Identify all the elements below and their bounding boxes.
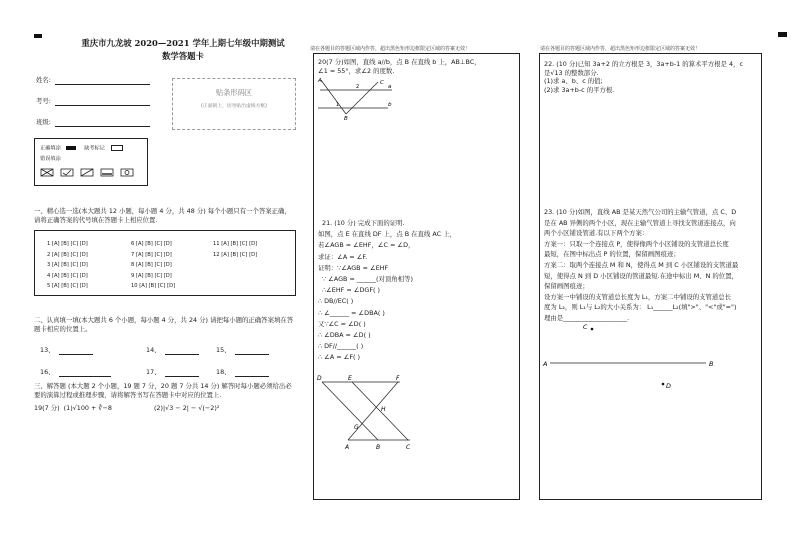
mc-row[interactable]: 10 [A] [B] [C] [D]	[131, 283, 176, 290]
question-22	[544, 60, 758, 95]
q21-line: 求证：∠A = ∠F.	[318, 252, 368, 261]
q19-label: 19(7 分)	[34, 404, 60, 412]
q21-label-h: H	[381, 406, 386, 413]
q23-label-c: C	[583, 323, 588, 331]
q21-label-a: A	[345, 444, 350, 451]
wrong-fill-label: 错误填涂	[40, 156, 61, 162]
q21-title: 21. (10 分) 完成下面的证明.	[322, 219, 405, 227]
q20-figure	[316, 76, 396, 120]
q21-figure	[314, 372, 418, 452]
mc-row[interactable]: 12 [A] [B] [C] [D]	[213, 251, 258, 258]
point-d	[662, 383, 665, 386]
mc-column-2	[131, 239, 175, 292]
q21-line: 证明：∵∠AGB = ∠EHF	[318, 263, 389, 272]
q23-line: 方案二：取两个连接点 M 和 N，使得点 M 到 C 小区铺设的支管道最	[544, 260, 739, 269]
section-3-heading: 三、解答题 (本大题 2 个小题，19 题 7 分，20 题 7 分共 14 分) 解答时每小题必须给出必要的演算过程或推理步骤，请将解答书写在答题卡中对应的位置上.	[34, 382, 292, 399]
q23-label-a: A	[543, 360, 548, 368]
q19-part-2: (2)|√3 − 2| − √(−2)²	[153, 404, 220, 412]
q20-line-2: ∠1 = 55°，求∠2 的度数.	[318, 66, 395, 75]
registration-mark	[34, 34, 42, 38]
q22-line-3: (1)求 a、b、c 的值;	[544, 77, 603, 86]
correct-fill-sample	[66, 146, 76, 150]
q23-line: 保留画图痕迹；	[544, 282, 589, 291]
q23-line: 方案一：只取一个连接点 P，使得像两个小区铺设的支管道总长度	[544, 239, 729, 248]
mc-row[interactable]: 9 [A] [B] [C] [D]	[131, 272, 172, 279]
blank-14[interactable]: 14、	[146, 346, 216, 368]
mc-row[interactable]: 8 [A] [B] [C] [D]	[131, 262, 172, 269]
q21-line: 若∠AGB = ∠EHF，∠C = ∠D，	[318, 241, 415, 250]
blank-13[interactable]: 13、	[40, 346, 146, 368]
q22-line-4: (2)求 3a+b-c 的平方根.	[544, 85, 615, 94]
q21-label-b: B	[376, 444, 381, 451]
mc-row[interactable]: 11 [A] [B] [C] [D]	[213, 241, 258, 247]
q23-line: 短，使得点 N 到 D 小区铺设的管道最短.在途中标出 M、N 的位置，	[544, 271, 738, 280]
mc-row[interactable]: 2 [A] [B] [C] [D]	[47, 251, 88, 258]
question-21	[318, 218, 516, 364]
fill-blank-answers	[40, 346, 290, 377]
q21-label-e: E	[348, 375, 352, 382]
mc-row[interactable]: 4 [A] [B] [C] [D]	[47, 272, 88, 279]
q23-line: 是在 AB 异侧的两个小区，现在主输气管道上寻找支管道连接点，向	[544, 218, 736, 227]
mc-column-1	[47, 239, 88, 292]
q20-angle-2: 2	[356, 84, 360, 90]
q21-label-d: D	[317, 375, 322, 382]
q23-line: 设方案一中铺设的支管道总长度为 L₁，方案二中铺设的支管道总长	[544, 292, 732, 301]
q23-label-d: D	[666, 382, 671, 390]
q21-line[interactable]: ∴ DF//______( )	[318, 342, 364, 351]
sheet-title	[52, 37, 314, 62]
q23-line: 两个小区铺设管道.有以下两个方案：	[544, 229, 649, 238]
fill-example-box	[34, 138, 148, 186]
missing-mark-label: 缺考标记	[84, 145, 105, 152]
q21-line[interactable]: 又∵∠C = ∠D( )	[318, 319, 366, 328]
blank-16[interactable]: 16、	[40, 368, 146, 377]
q23-figure	[540, 318, 740, 396]
blank-15[interactable]: 15、	[216, 346, 269, 368]
question-19[interactable]	[34, 404, 296, 413]
blank-18[interactable]: 18、	[216, 368, 269, 377]
correct-fill-label: 正确填涂	[40, 145, 61, 152]
section-1-heading: 一、精心选一选(本大题共 12 小题，每小题 4 分，共 48 分) 每个小题只有一个答案正确，请将正确答案的代号填在答题卡上相应位置.	[34, 207, 291, 224]
q22-line-2: 是√13 的整数部分.	[544, 68, 599, 77]
q22-line-1: 22. (10 分)已知 3a+2 的立方根是 3，3a+b-1 的算术平方根是 4，c	[544, 60, 743, 68]
q21-line[interactable]: ∴ ∠DBA = ∠D( )	[318, 331, 371, 340]
title-line-2: 数学答题卡	[162, 50, 204, 61]
middle-header-notice: 请在各题目的答题区域内作答，超出黑色矩形边框限定区域的答案无效！	[310, 46, 471, 52]
barcode-note: (正面朝上，切勿贴出虚线方框)	[200, 104, 268, 109]
q21-label-f: F	[396, 375, 400, 382]
mc-row[interactable]: 7 [A] [B] [C] [D]	[131, 251, 172, 258]
q20-angle-1: 1	[336, 102, 340, 108]
wrong-fill-samples	[40, 167, 144, 181]
q21-label-c: C	[406, 444, 411, 451]
q21-label-g: G	[354, 424, 359, 431]
mc-row[interactable]: 6 [A] [B] [C] [D]	[131, 241, 172, 247]
q23-line: 最短，在图中标出点 P 的位置，保留画图痕迹；	[544, 250, 680, 259]
q21-line[interactable]: ∴ DB//EC( )	[318, 297, 354, 306]
class-field[interactable]: 班级:	[36, 118, 166, 139]
multiple-choice-grid	[34, 230, 296, 296]
q20-line-1: 20(7 分)如图，直线 a//b，点 B 在直线 b 上，AB⊥BC，	[318, 58, 481, 66]
q23-label-b: B	[709, 360, 714, 368]
q20-label-line-a: a	[388, 84, 392, 90]
q21-line[interactable]: ∴ ∠A = ∠F( )	[318, 353, 361, 362]
q23-line: 23. (10 分)如图，直线 AB 是某天然气公司的主输气管道，点 C、D	[544, 208, 737, 216]
barcode-area	[172, 78, 296, 130]
question-23	[544, 207, 760, 324]
q21-line[interactable]: ∵ ∠AGB = ______(对顶角相等)	[322, 275, 413, 284]
mc-column-3	[213, 239, 257, 260]
mc-row[interactable]: 3 [A] [B] [C] [D]	[47, 262, 88, 269]
section-2-heading: 二、认真填一填(本大题共 6 个小题，每小题 4 分，共 24 分) 请把每小题的正确答案填在答题卡相应的位置上。	[34, 316, 294, 333]
exam-number-field[interactable]: 考号:	[36, 97, 166, 118]
q21-line: 如图，点 E 在直线 DF 上，点 B 在直线 AC 上，	[318, 230, 456, 239]
point-c	[591, 328, 594, 331]
question-20	[318, 58, 516, 75]
q23-line[interactable]: 度为 L₂，则 L₁与 L₂的大小关系为： L₁______L₂(填">"、"<"或"=")	[544, 303, 737, 312]
barcode-title: 贴条形码区	[216, 88, 252, 97]
q23-line[interactable]: 理由是____________________.	[544, 313, 630, 322]
q20-label-c-point: C	[380, 80, 384, 86]
student-info	[36, 76, 166, 139]
q20-label-line-b: b	[388, 102, 392, 108]
q19-part-1: (1)√100 + ∛−8	[63, 404, 112, 412]
registration-mark	[778, 32, 787, 37]
title-line-1: 重庆市九龙坡 2020—2021 学年上期七年级中期测试	[81, 38, 285, 48]
q21-line[interactable]: ∴ ∠______ = ∠DBA( )	[318, 308, 385, 317]
mc-row[interactable]: 5 [A] [B] [C] [D]	[47, 283, 88, 290]
blank-17[interactable]: 17、	[146, 368, 216, 377]
q21-line[interactable]: ∴∠EHF = ∠DGF( )	[322, 286, 381, 295]
q20-label-b-point: B	[344, 116, 348, 120]
q20-label-a-point: A	[318, 78, 322, 84]
mc-row[interactable]: 1 [A] [B] [C] [D]	[47, 241, 88, 247]
right-header-notice: 请在各题目的答题区域内作答，超出黑色矩形边框限定区域的答案无效！	[540, 46, 701, 52]
missing-mark-box[interactable]	[111, 145, 123, 151]
name-field[interactable]: 姓名:	[36, 76, 166, 97]
